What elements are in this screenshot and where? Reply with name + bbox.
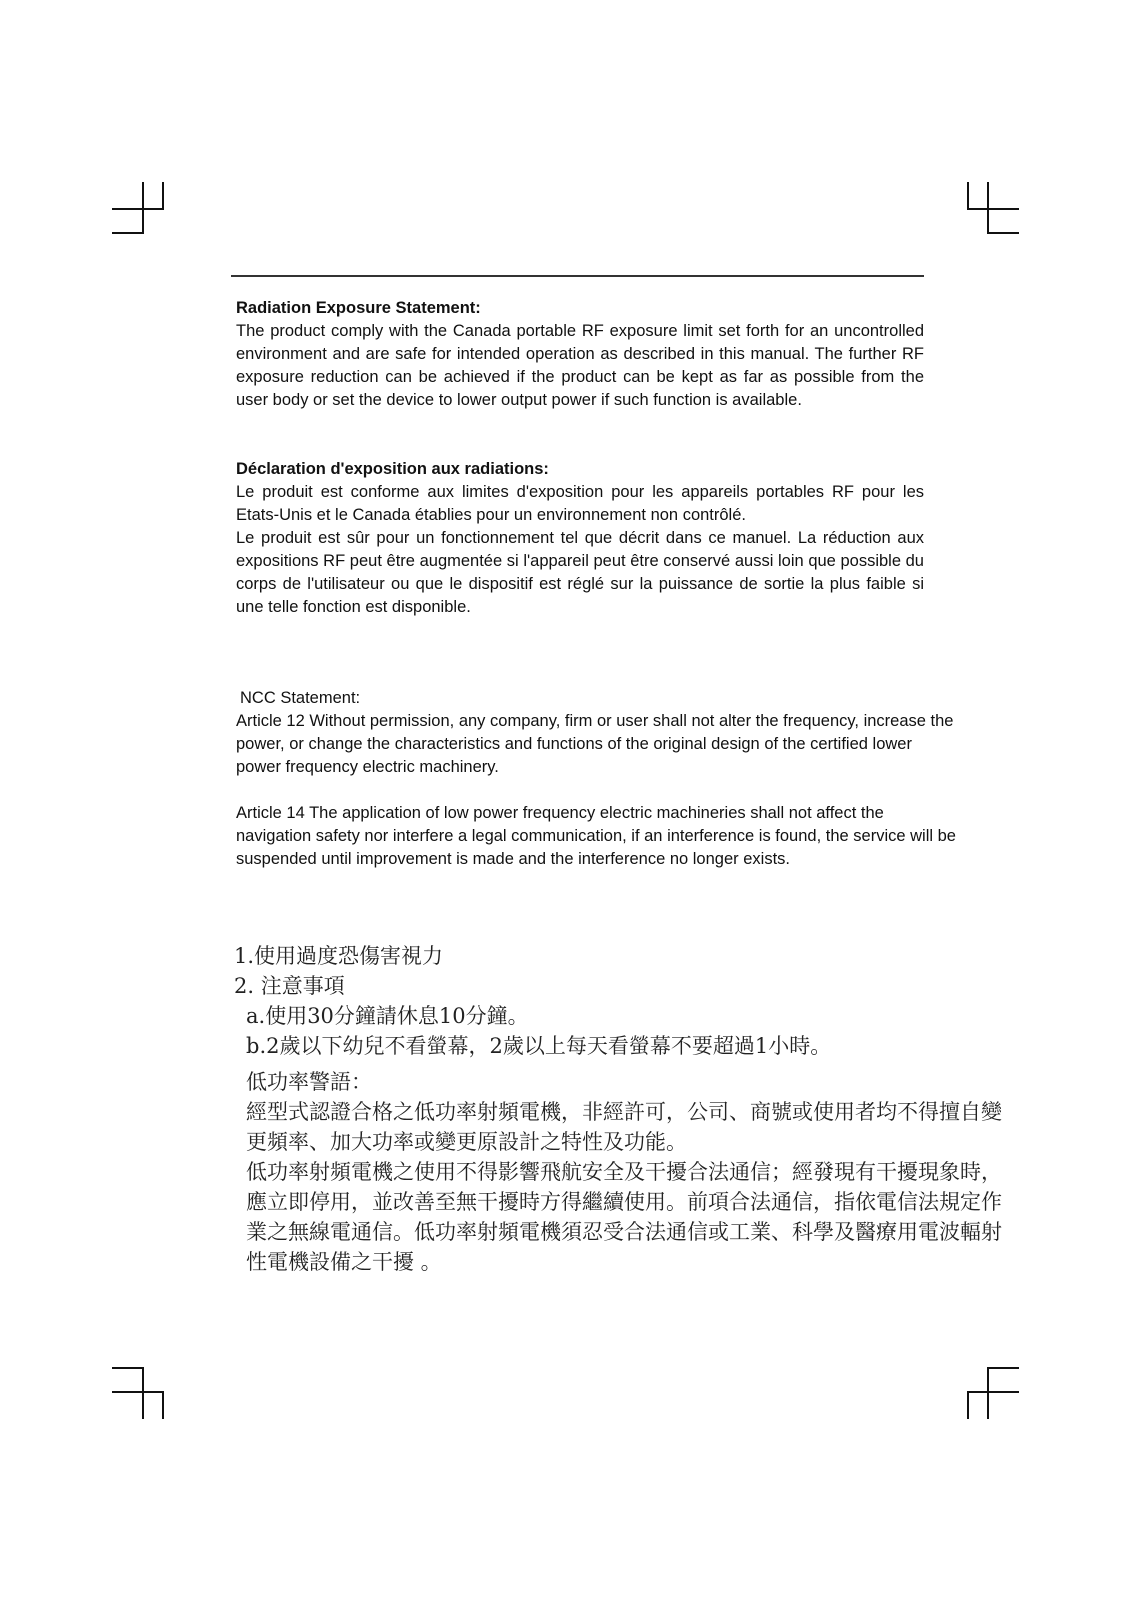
zh-warning-title: 低功率警語： <box>246 1070 372 1094</box>
ncc-section <box>236 687 956 871</box>
zh-item-2a: a.使用30分鐘請休息10分鐘。 <box>246 1004 529 1028</box>
declaration-heading: Déclaration d'exposition aux radiations: <box>236 460 549 478</box>
zh-item-2b: b.2歲以下幼兒不看螢幕，2歲以上每天看螢幕不要超過1小時。 <box>246 1034 832 1058</box>
zh-warning-2: 低功率射頻電機之使用不得影響飛航安全及干擾合法通信；經發現有干擾現象時，應立即停用，並改善至無干擾時方得繼續使用。前項合法通信，指依電信法規定作業之無線電通信。低功率射頻電機須忍受合法通信或工業、科學及醫療用電波輻射性電機設備之干擾 。 <box>246 1160 1002 1274</box>
declaration-para-1: Le produit est conforme aux limites d'exposition pour les appareils portables RF pour les Etats-Unis et le Canada établies pour un environnement non contrôlé. <box>236 483 924 524</box>
declaration-para-2: Le produit est sûr pour un fonctionnement tel que décrit dans ce manuel. La réduction aux expositions RF peut être augmentée si l'appareil peut être conservé aussi loin que possible du corps de l'utilisateur ou que le dispositif est réglé sur la puissance de sortie la plus faible si une telle fonction est disponible. <box>236 529 924 616</box>
header-rule <box>231 275 924 277</box>
declaration-section <box>236 458 924 619</box>
zh-item-1: 1.使用過度恐傷害視力 <box>234 944 444 968</box>
ncc-article-14: Article 14 The application of low power frequency electric machineries shall not affect the navigation safety nor interfere a legal communication, if an interference is found, the service will be suspended until improvement is made and the interference no longer exists. <box>236 804 956 868</box>
zh-item-2: 2. 注意事項 <box>234 974 345 998</box>
zh-warning-block <box>234 1067 1004 1277</box>
ncc-heading: NCC Statement: <box>240 689 361 707</box>
radiation-body: The product comply with the Canada portable RF exposure limit set forth for an uncontrolled environment and are safe for intended operation as described in this manual. The further RF exposure reduction can be achieved if the product can be kept as far as possible from the user body or set the device to lower output power if such function is available. <box>236 322 924 409</box>
ncc-article-12: Article 12 Without permission, any company, firm or user shall not alter the frequency, increase the power, or change the characteristics and functions of the original design of the certified lower power frequency electric machinery. <box>236 712 954 776</box>
radiation-section <box>236 297 924 412</box>
zh-warning-1: 經型式認證合格之低功率射頻電機，非經許可，公司、商號或使用者均不得擅自變更頻率、加大功率或變更原設計之特性及功能。 <box>246 1100 1002 1154</box>
chinese-section <box>234 941 1004 1277</box>
radiation-heading: Radiation Exposure Statement: <box>236 299 481 317</box>
